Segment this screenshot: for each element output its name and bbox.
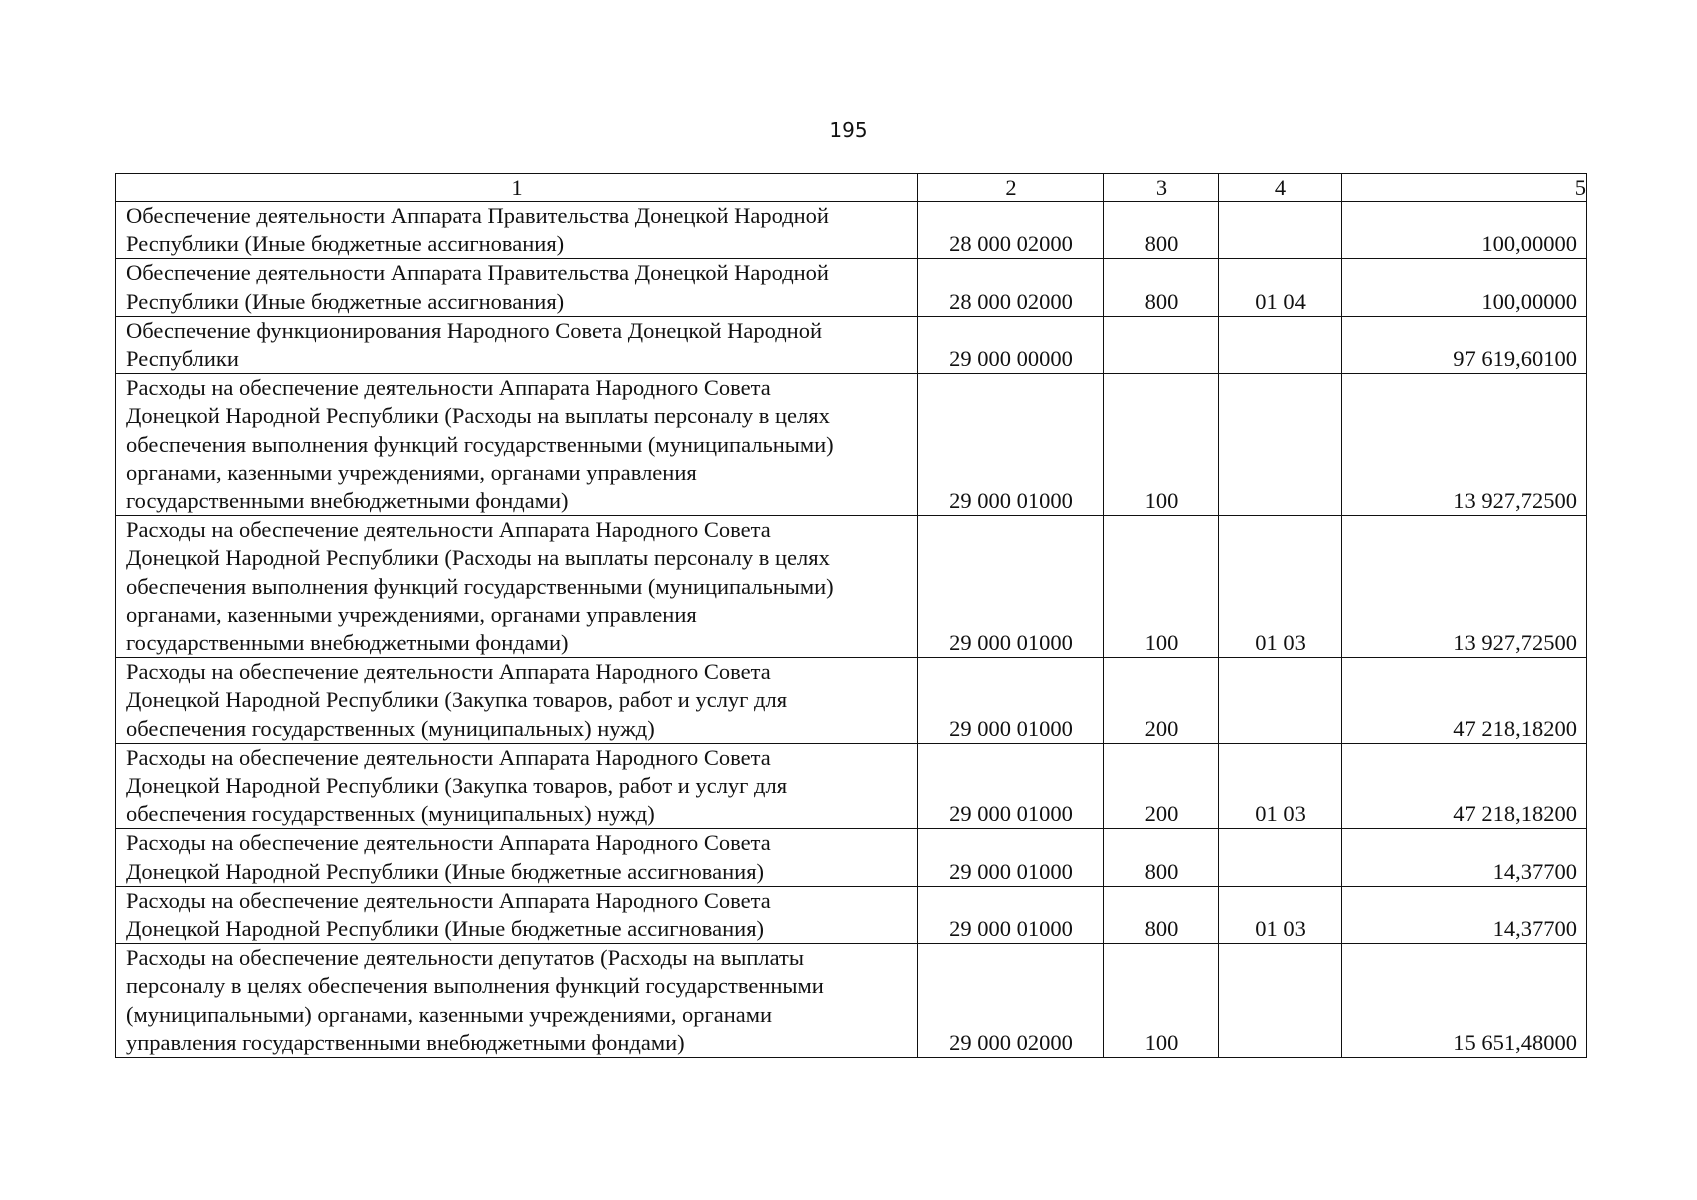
description-line: Обеспечение функционирования Народного Совета Донецкой Народной bbox=[126, 317, 822, 343]
row-section: 01 03 bbox=[1219, 886, 1342, 943]
row-section bbox=[1219, 316, 1342, 373]
row-amount: 47 218,18200 bbox=[1342, 743, 1587, 829]
row-amount: 13 927,72500 bbox=[1342, 516, 1587, 658]
description-line: государственными внебюджетными фондами) bbox=[126, 630, 569, 656]
row-expense-type bbox=[1104, 316, 1219, 373]
row-description bbox=[116, 316, 918, 373]
description-line: Республики (Иные бюджетные ассигнования) bbox=[126, 288, 565, 314]
row-target-code: 29 000 01000 bbox=[918, 743, 1104, 829]
column-header-2: 2 bbox=[918, 174, 1104, 202]
description-line: Расходы на обеспечение деятельности Аппарата Народного Совета bbox=[126, 517, 771, 543]
row-description bbox=[116, 829, 918, 886]
description-line: обеспечения выполнения функций государственными (муниципальными) bbox=[126, 573, 834, 599]
table-row bbox=[116, 886, 1587, 943]
description-line: обеспечения государственных (муниципальных) нужд) bbox=[126, 715, 655, 741]
table-row bbox=[116, 374, 1587, 516]
description-line: Расходы на обеспечение деятельности Аппарата Народного Совета bbox=[126, 375, 771, 401]
description-line: государственными внебюджетными фондами) bbox=[126, 488, 569, 514]
description-line: Республики bbox=[126, 346, 239, 372]
row-target-code: 28 000 02000 bbox=[918, 259, 1104, 316]
row-section: 01 03 bbox=[1219, 743, 1342, 829]
description-line: органами, казенными учреждениями, органами управления bbox=[126, 601, 697, 627]
row-section: 01 03 bbox=[1219, 516, 1342, 658]
row-expense-type: 200 bbox=[1104, 743, 1219, 829]
description-line: Донецкой Народной Республики (Расходы на выплаты персоналу в целях bbox=[126, 545, 830, 571]
row-amount: 97 619,60100 bbox=[1342, 316, 1587, 373]
row-section bbox=[1219, 829, 1342, 886]
row-amount: 14,37700 bbox=[1342, 886, 1587, 943]
table-row bbox=[116, 944, 1587, 1058]
column-header-1: 1 bbox=[116, 174, 918, 202]
row-target-code: 29 000 01000 bbox=[918, 516, 1104, 658]
description-line: Донецкой Народной Республики (Иные бюджетные ассигнования) bbox=[126, 858, 765, 884]
table-row bbox=[116, 516, 1587, 658]
row-section bbox=[1219, 944, 1342, 1058]
column-header-4: 4 bbox=[1219, 174, 1342, 202]
row-section bbox=[1219, 374, 1342, 516]
description-line: обеспечения государственных (муниципальных) нужд) bbox=[126, 801, 655, 827]
budget-table bbox=[115, 173, 1587, 1058]
description-line: управления государственными внебюджетными фондами) bbox=[126, 1029, 685, 1055]
row-expense-type: 100 bbox=[1104, 944, 1219, 1058]
description-line: Расходы на обеспечение деятельности депутатов (Расходы на выплаты bbox=[126, 945, 805, 971]
row-expense-type: 800 bbox=[1104, 259, 1219, 316]
row-description bbox=[116, 374, 918, 516]
description-line: Расходы на обеспечение деятельности Аппарата Народного Совета bbox=[126, 744, 771, 770]
description-line: персоналу в целях обеспечения выполнения функций государственными bbox=[126, 973, 824, 999]
row-target-code: 29 000 01000 bbox=[918, 829, 1104, 886]
description-line: Донецкой Народной Республики (Иные бюджетные ассигнования) bbox=[126, 916, 765, 942]
row-section bbox=[1219, 658, 1342, 744]
table-row bbox=[116, 829, 1587, 886]
row-amount: 100,00000 bbox=[1342, 259, 1587, 316]
row-amount: 14,37700 bbox=[1342, 829, 1587, 886]
row-description bbox=[116, 743, 918, 829]
row-target-code: 29 000 01000 bbox=[918, 658, 1104, 744]
description-line: обеспечения выполнения функций государственными (муниципальными) bbox=[126, 431, 834, 457]
description-line: Республики (Иные бюджетные ассигнования) bbox=[126, 231, 565, 257]
row-section bbox=[1219, 202, 1342, 259]
description-line: органами, казенными учреждениями, органами управления bbox=[126, 459, 697, 485]
row-description bbox=[116, 886, 918, 943]
row-expense-type: 800 bbox=[1104, 202, 1219, 259]
row-description bbox=[116, 259, 918, 316]
row-expense-type: 100 bbox=[1104, 374, 1219, 516]
row-expense-type: 100 bbox=[1104, 516, 1219, 658]
row-target-code: 28 000 02000 bbox=[918, 202, 1104, 259]
table-row bbox=[116, 259, 1587, 316]
row-amount: 15 651,48000 bbox=[1342, 944, 1587, 1058]
table-header-row bbox=[116, 174, 1587, 202]
column-header-5: 5 bbox=[1342, 174, 1587, 202]
table-row bbox=[116, 316, 1587, 373]
row-target-code: 29 000 02000 bbox=[918, 944, 1104, 1058]
row-description bbox=[116, 658, 918, 744]
description-line: Расходы на обеспечение деятельности Аппарата Народного Совета bbox=[126, 887, 771, 913]
row-target-code: 29 000 01000 bbox=[918, 886, 1104, 943]
row-description bbox=[116, 202, 918, 259]
row-amount: 13 927,72500 bbox=[1342, 374, 1587, 516]
description-line: Донецкой Народной Республики (Расходы на выплаты персоналу в целях bbox=[126, 403, 830, 429]
table-row bbox=[116, 202, 1587, 259]
table-row bbox=[116, 658, 1587, 744]
row-amount: 47 218,18200 bbox=[1342, 658, 1587, 744]
column-header-3: 3 bbox=[1104, 174, 1219, 202]
description-line: Донецкой Народной Республики (Закупка товаров, работ и услуг для bbox=[126, 687, 788, 713]
description-line: Обеспечение деятельности Аппарата Правительства Донецкой Народной bbox=[126, 203, 829, 228]
description-line: Донецкой Народной Республики (Закупка товаров, работ и услуг для bbox=[126, 773, 788, 799]
row-description bbox=[116, 516, 918, 658]
row-expense-type: 800 bbox=[1104, 886, 1219, 943]
row-target-code: 29 000 01000 bbox=[918, 374, 1104, 516]
row-target-code: 29 000 00000 bbox=[918, 316, 1104, 373]
table-row bbox=[116, 743, 1587, 829]
description-line: Обеспечение деятельности Аппарата Правительства Донецкой Народной bbox=[126, 260, 829, 286]
description-line: Расходы на обеспечение деятельности Аппарата Народного Совета bbox=[126, 659, 771, 685]
row-description bbox=[116, 944, 918, 1058]
row-amount: 100,00000 bbox=[1342, 202, 1587, 259]
row-expense-type: 800 bbox=[1104, 829, 1219, 886]
description-line: (муниципальными) органами, казенными учреждениями, органами bbox=[126, 1001, 773, 1027]
row-section: 01 04 bbox=[1219, 259, 1342, 316]
page-number: 195 bbox=[829, 118, 868, 142]
row-expense-type: 200 bbox=[1104, 658, 1219, 744]
description-line: Расходы на обеспечение деятельности Аппарата Народного Совета bbox=[126, 830, 771, 856]
